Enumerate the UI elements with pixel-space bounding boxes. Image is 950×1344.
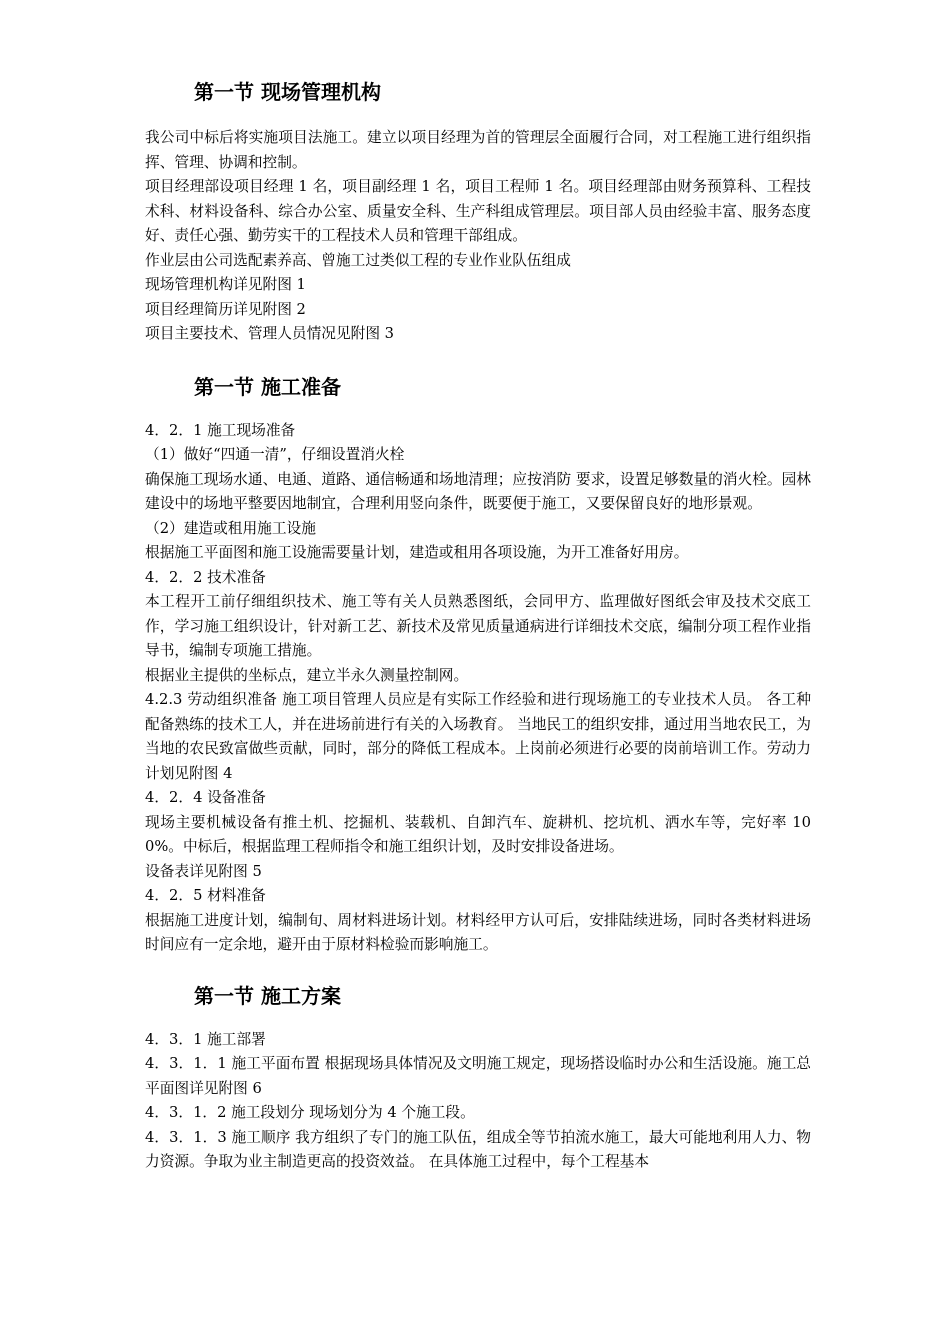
paragraph: 项目经理部设项目经理 1 名，项目副经理 1 名，项目工程师 1 名。项目经理部由财务预算科、工程技术科、材料设备科、综合办公室、质量安全科、生产科组成管理层。项目部人员由经验丰富、服务态度好、责任心强、勤劳实干的工程技术人员和管理干部组成。 bbox=[145, 178, 811, 244]
paragraph: 4．2．2 技术准备 bbox=[145, 568, 266, 586]
paragraph: 4.2.3 劳动组织准备 施工项目管理人员应是有实际工作经验和进行现场施工的专业技术人员。 各工种配备熟练的技术工人，并在进场前进行有关的入场教育。 当地民工的组织安排，通过用当地农民工，为当地的农民致富做些贡献，同时，部分的降低工程成本。上岗前必须进行必要的岗前培训工作。劳动力计划见附图 4 bbox=[145, 691, 811, 782]
paragraph: 4．2．5 材料准备 bbox=[145, 887, 266, 904]
paragraph: 现场管理机构详见附图 1 bbox=[145, 276, 306, 293]
section-heading-construction-plan: 第一节 施工方案 bbox=[194, 983, 341, 1008]
paragraph: 4．2．1 施工现场准备 bbox=[145, 421, 296, 439]
paragraph: （1）做好“四通一清”，仔细设置消火栓 bbox=[145, 446, 405, 463]
paragraph: 本工程开工前仔细组织技术、施工等有关人员熟悉图纸，会同甲方、监理做好图纸会审及技术交底工作，学习施工组织设计，针对新工艺、新技术及常见质量通病进行详细技术交底，编制分项工程作业指导书，编制专项施工措施。 bbox=[145, 593, 811, 659]
paragraph: 项目经理简历详见附图 2 bbox=[145, 300, 306, 318]
paragraph: 4．3．1．2 施工段划分 现场划分为 4 个施工段。 bbox=[145, 1104, 475, 1121]
paragraph: 设备表详见附图 5 bbox=[145, 862, 262, 880]
paragraph: 4．2．4 设备准备 bbox=[145, 789, 266, 806]
paragraph: 我公司中标后将实施项目法施工。建立以项目经理为首的管理层全面履行合同，对工程施工进行组织指挥、管理、协调和控制。 bbox=[145, 129, 811, 171]
paragraph: 项目主要技术、管理人员情况见附图 3 bbox=[145, 325, 395, 342]
section-heading-construction-preparation: 第一节 施工准备 bbox=[194, 374, 341, 399]
paragraph: （2）建造或租用施工设施 bbox=[145, 519, 316, 537]
section-heading-site-management: 第一节 现场管理机构 bbox=[194, 80, 381, 104]
paragraph: 现场主要机械设备有推土机、挖掘机、装载机、自卸汽车、旋耕机、挖坑机、洒水车等，完好率 100%。中标后，根据监理工程师指令和施工组织计划，及时安排设备进场。 bbox=[145, 813, 811, 855]
paragraph: 确保施工现场水通、电通、道路、通信畅通和场地清理；应按消防 要求，设置足够数量的消火栓。园林建设中的场地平整要因地制宜，合理利用竖向条件，既要便于施工，又要保留良好的地形景观。 bbox=[145, 470, 811, 512]
document-body bbox=[145, 78, 811, 1175]
paragraph: 4．3．1．3 施工顺序 我方组织了专门的施工队伍，组成全等节拍流水施工，最大可能地利用人力、物力资源。争取为业主制造更高的投资效益。 在具体施工过程中，每个工程基本 bbox=[145, 1128, 811, 1170]
paragraph: 4．3．1 施工部署 bbox=[145, 1030, 266, 1048]
paragraph: 作业层由公司选配素养高、曾施工过类似工程的专业作业队伍组成 bbox=[145, 251, 571, 269]
paragraph: 根据施工进度计划，编制旬、周材料进场计划。材料经甲方认可后，安排陆续进场，同时各类材料进场时间应有一定余地，避开由于原材料检验而影响施工。 bbox=[145, 911, 811, 953]
paragraph: 4．3．1．1 施工平面布置 根据现场具体情况及文明施工规定，现场搭设临时办公和生活设施。施工总平面图详见附图 6 bbox=[145, 1055, 811, 1097]
paragraph: 根据施工平面图和施工设施需要量计划，建造或租用各项设施，为开工准备好用房。 bbox=[145, 544, 689, 561]
paragraph: 根据业主提供的坐标点，建立半永久测量控制网。 bbox=[145, 666, 469, 684]
